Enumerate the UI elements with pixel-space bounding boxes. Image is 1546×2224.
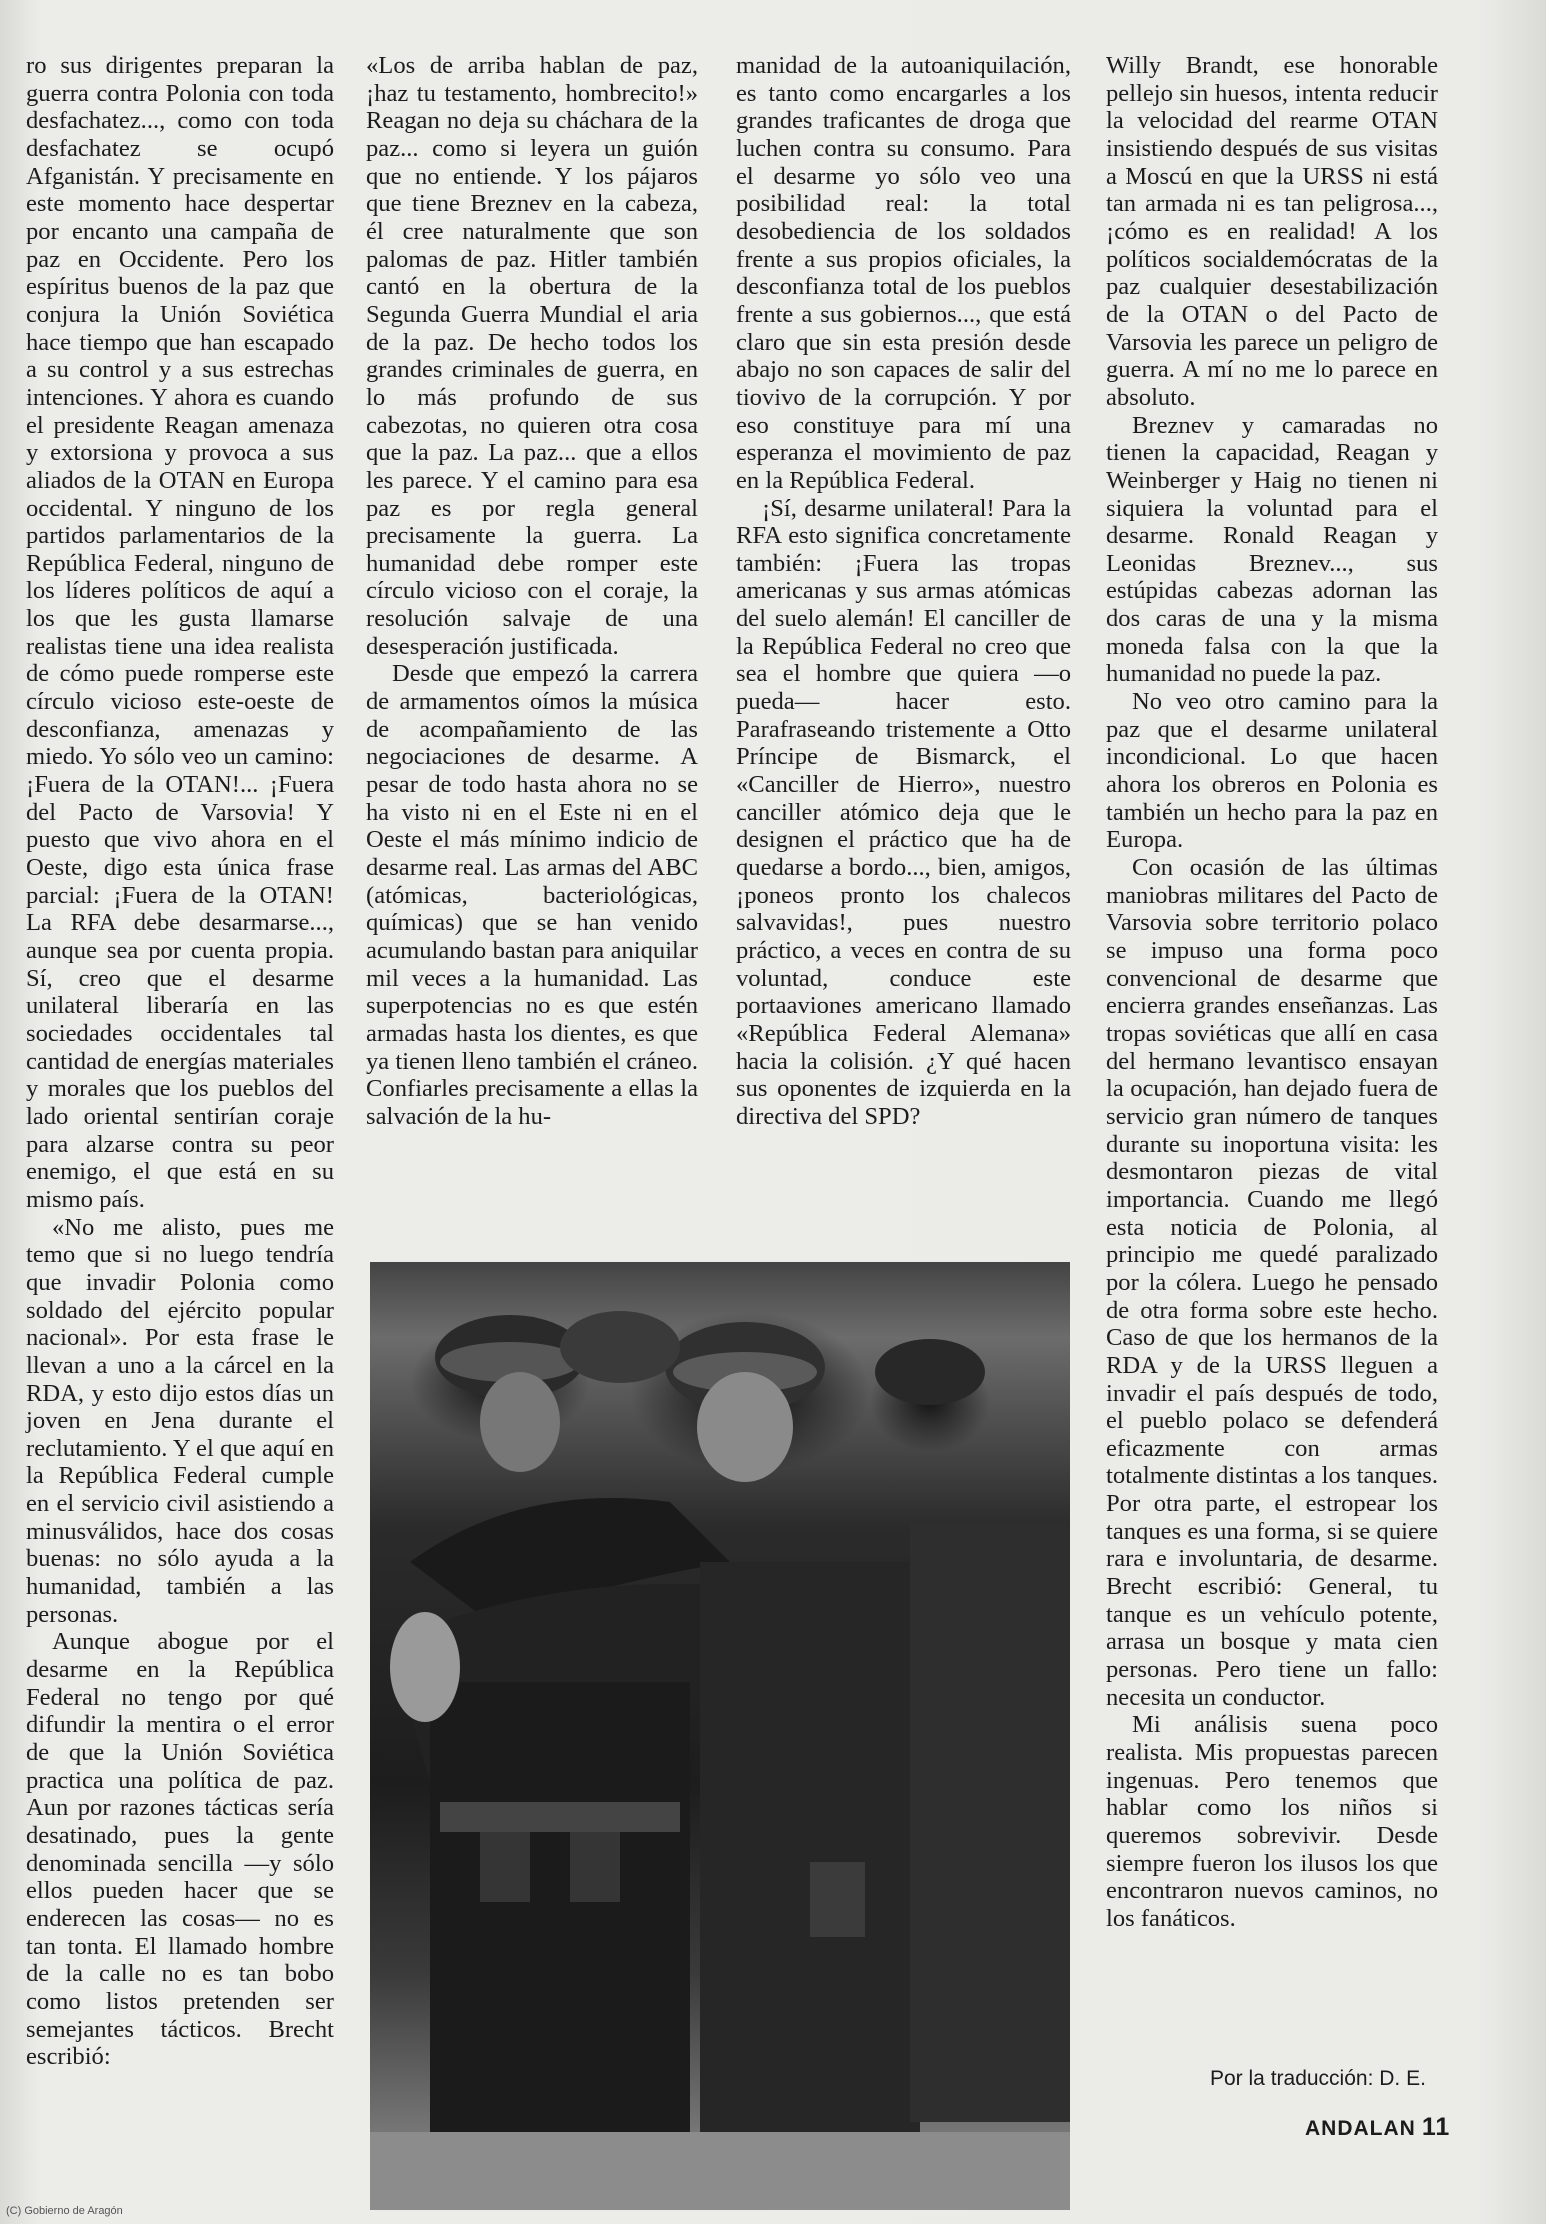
- paragraph: Aunque abogue por el desarme en la República Federal no tengo por qué difundir la mentira o el error de que la Unión Soviética practica una política de paz. Aun por razones tácticas sería desatinado, pues la gente denominada sencilla —y sólo ellos pueden hacer que se enderecen las cosas— no es tan tonta. El llamado hombre de la calle no es tan bobo como listos pretenden ser semejantes tácticos. Brecht escribió:: [26, 1628, 334, 2071]
- paragraph: ro sus dirigentes preparan la guerra contra Polonia con toda desfachatez..., como con toda desfachatez se ocupó Afganistán. Y precisamente en este momento hace despertar por encanto una campaña de paz en Occidente. Pero los espíritus buenos de la paz que conjura la Unión Soviética hace tiempo que han escapado a su control y a sus estrechas intenciones. Y ahora es cuando el presidente Reagan amenaza y extorsiona y provoca a sus aliados de la OTAN en Europa occidental. Y ninguno de los partidos parlamentarios de la República Federal, ninguno de los líderes políticos de aquí a los que les gusta llamarse realistas tiene una idea realista de cómo puede romperse este círculo vicioso este-oeste de desconfianza, amenazas y miedo. Yo sólo veo un camino: ¡Fuera de la OTAN!... ¡Fuera del Pacto de Varsovia! Y puesto que vivo ahora en el Oeste, digo esta única frase parcial: ¡Fuera de la OTAN! La RFA debe desarmarse..., aunque sea por cuenta propia. Sí, creo que el desarme unilateral liberaría en las sociedades occidentales tal cantidad de energías materiales y morales que los pueblos del lado oriental sentirían coraje para alzarse contra su peor enemigo, el que está en su mismo país.: [26, 52, 334, 1213]
- paragraph: Mi análisis suena poco realista. Mis propuestas parecen ingenuas. Pero tenemos que hablar como los niños si queremos sobrevivir. Desde siempre fueron los ilusos los que encontraron nuevos caminos, no los fanáticos.: [1106, 1711, 1438, 1932]
- article-column-2: [366, 52, 698, 1131]
- page-footer: [1305, 2113, 1450, 2142]
- page-number: 11: [1421, 2113, 1451, 2141]
- paragraph: manidad de la autoaniquilación, es tanto como encargarles a los grandes traficantes de droga que luchen contra su consumo. Para el desarme yo sólo veo una posibilidad real: la total desobediencia de los soldados frente a sus propios oficiales, la desconfianza total de los pueblos frente a sus gobiernos..., que está claro que sin esta presión desde abajo no son capaces de salir del tiovivo de la corrupción. Y por eso constituye para mí una esperanza el movimiento de paz en la República Federal.: [736, 52, 1071, 494]
- paragraph: No veo otro camino para la paz que el desarme unilateral incondicional. Lo que hacen ahora los obreros en Polonia es también un hecho para la paz en Europa.: [1106, 688, 1438, 854]
- paragraph: «Los de arriba hablan de paz, ¡haz tu testamento, hombrecito!» Reagan no deja su cháchara de la paz... como si leyera un guión que no entiende. Y los pájaros que tiene Breznev en la cabeza, él cree naturalmente que son palomas de paz. Hitler también cantó en la obertura de la Segunda Guerra Mundial el aria de la paz. De hecho todos los grandes criminales de guerra, en lo más profundo de sus cabezotas, no quieren otra cosa que la paz. La paz... que a ellos les parece. Y el camino para esa paz es por regla general precisamente la guerra. La humanidad debe romper este círculo vicioso con el coraje, la resolución salvaje de una desesperación justificada.: [366, 52, 698, 660]
- paragraph: Con ocasión de las últimas maniobras militares del Pacto de Varsovia sobre territorio polaco se impuso una forma poco convencional de desarme que encierra grandes enseñanzas. Las tropas soviéticas que allí en casa del hermano levantisco ensayan la ocupación, han dejado fuera de servicio gran número de tanques durante su inoportuna visita: les desmontaron piezas de vital importancia. Cuando me llegó esta noticia de Polonia, al principio me quedé paralizado por la cólera. Luego he pensado de otra forma sobre este hecho. Caso de que los hermanos de la RDA y de la URSS lleguen a invadir el país después de todo, el pueblo polaco se defenderá eficazmente con armas totalmente distintas a los tanques. Por otra parte, el estropear los tanques es una forma, si se quiere rara e involuntaria, de desarme. Brecht escribió: General, tu tanque es un vehículo potente, arrasa un bosque y mata cien personas. Pero tiene un fallo: necesita un conductor.: [1106, 854, 1438, 1711]
- article-column-3: [736, 52, 1071, 1131]
- paragraph: Breznev y camaradas no tienen la capacidad, Reagan y Weinberger y Haig no tienen ni siquiera la voluntad para el desarme. Ronald Reagan y Leonidas Breznev..., sus estúpidas cabezas adornan las dos caras de una y la misma moneda falsa con la que la humanidad no puede la paz.: [1106, 411, 1438, 688]
- translation-credit: Por la traducción: D. E.: [1210, 2067, 1426, 2090]
- paragraph: ¡Sí, desarme unilateral! Para la RFA esto significa concretamente también: ¡Fuera las tropas americanas y sus armas atómicas del suelo alemán! El canciller de la República Federal no creo que sea el hombre que quiera —o pueda— hacer esto. Parafraseando tristemente a Otto Príncipe de Bismarck, el «Canciller de Hierro», nuestro canciller atómico deja que le designen el práctico que ha de quedarse a bordo..., bien, amigos, ¡poneos pronto los chalecos salvavidas!, pues nuestro práctico, a veces en contra de su voluntad, conduce este portaaviones americano llamado «República Federal Alemana» hacia la colisión. ¿Y qué hacen sus oponentes de izquierda en la directiva del SPD?: [736, 494, 1071, 1130]
- magazine-name: ANDALAN: [1305, 2117, 1416, 2140]
- paragraph: «No me alisto, pues me temo que si no luego tendría que invadir Polonia como soldado del ejército popular nacional». Por esta frase le llevan a uno a la cárcel en la RDA, y esto dijo estos días un joven en Jena durante el reclutamiento. Y el que aquí en la República Federal cumple en el servicio civil asistiendo a minusválidos, hace dos cosas buenas: no sólo ayuda a la humanidad, también a las personas.: [26, 1213, 334, 1628]
- article-column-1: [26, 52, 334, 2071]
- paragraph: Willy Brandt, ese honorable pellejo sin huesos, intenta reducir la velocidad del rearme OTAN insistiendo después de sus visitas a Moscú en que la URSS ni está tan armada ni es tan peligrosa..., ¡cómo es en realidad! A los políticos socialdemócratas de la paz cualquier desestabilización de la OTAN o del Pacto de Varsovia les parece un peligro de guerra. A mí no me lo parece en absoluto.: [1106, 52, 1438, 411]
- copyright-notice: (C) Gobierno de Aragón: [6, 2205, 123, 2217]
- paragraph: Desde que empezó la carrera de armamentos oímos la música de acompañamiento de las negociaciones de desarme. A pesar de todo hasta ahora no se ha visto ni en el Este ni en el Oeste el más mínimo indicio de desarme real. Las armas del ABC (atómicas, bacteriológicas, químicas) que se han venido acumulando bastan para aniquilar mil veces a la humanidad. Las superpotencias no es que estén armadas hasta los dientes, es que ya tienen lleno también el cráneo. Confiarles precisamente a ellas la salvación de la hu-: [366, 660, 698, 1130]
- soldiers-illustration: [370, 1262, 1070, 2210]
- article-column-4: [1106, 52, 1438, 1933]
- soldiers-photo: [370, 1262, 1070, 2210]
